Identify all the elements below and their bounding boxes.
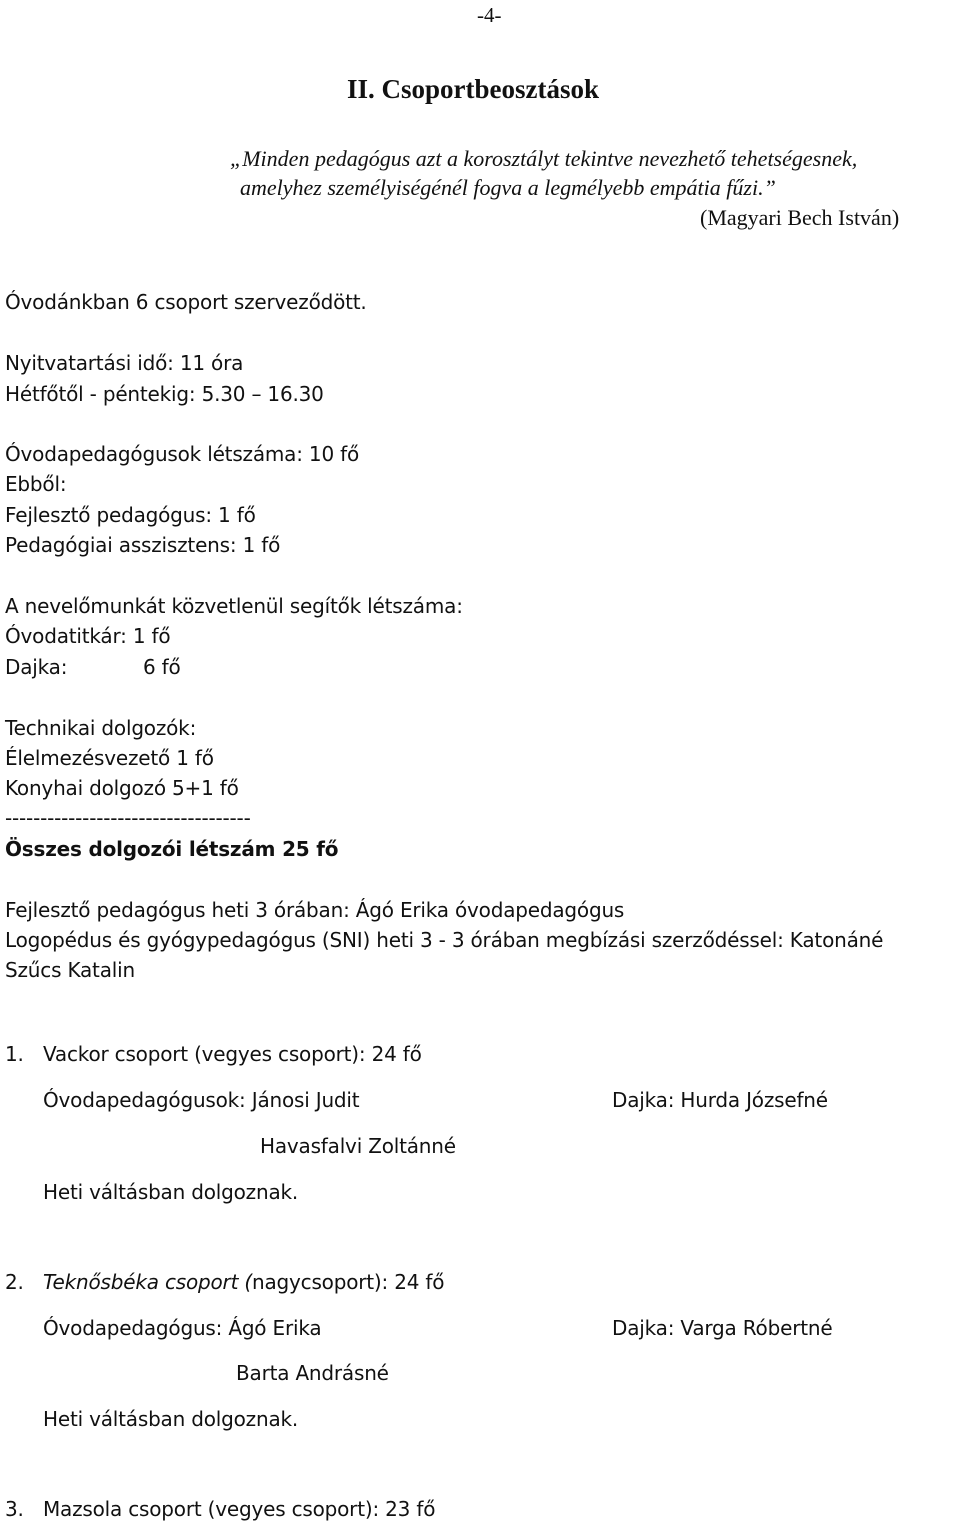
quote-author: (Magyari Bech István) xyxy=(700,205,900,230)
group-2-teacher-2: Barta Andrásné xyxy=(236,1361,389,1385)
teachers-assistant: Pedagógiai asszisztens: 1 fő xyxy=(5,533,281,557)
teachers-developer: Fejlesztő pedagógus: 1 fő xyxy=(5,503,256,527)
group-2-name-rest: nagycsoport): 24 fő xyxy=(251,1270,445,1294)
group-1-nanny: Dajka: Hurda Józsefné xyxy=(612,1088,828,1112)
group-2-teachers: Óvodapedagógus: Ágó Erika xyxy=(43,1316,322,1340)
technical-kitchen: Konyhai dolgozó 5+1 fő xyxy=(5,776,239,800)
teachers-of-which: Ebből: xyxy=(5,472,67,496)
specialist-line-3: Szűcs Katalin xyxy=(5,958,135,982)
group-2-name xyxy=(43,1269,444,1295)
group-3-number: 3. xyxy=(5,1497,24,1521)
opening-days: Hétfőtől - péntekig: 5.30 – 16.30 xyxy=(5,382,324,406)
teachers-count: Óvodapedagógusok létszáma: 10 fő xyxy=(5,442,360,466)
quote-line-1: „Minden pedagógus azt a korosztályt tekintve nevezhető tehetségesnek, xyxy=(230,146,858,171)
group-2-number: 2. xyxy=(5,1270,24,1294)
group-1-number: 1. xyxy=(5,1042,24,1066)
intro-text: Óvodánkban 6 csoport szerveződött. xyxy=(5,290,367,314)
helpers-nanny-value: 6 fő xyxy=(143,655,181,679)
group-2-shift: Heti váltásban dolgoznak. xyxy=(43,1407,299,1431)
specialist-line-1: Fejlesztő pedagógus heti 3 órában: Ágó Erika óvodapedagógus xyxy=(5,898,625,922)
group-1-teachers: Óvodapedagógusok: Jánosi Judit xyxy=(43,1088,360,1112)
specialist-line-2: Logopédus és gyógypedagógus (SNI) heti 3 - 3 órában megbízási szerződéssel: Katonáné xyxy=(5,928,884,952)
helpers-secretary: Óvodatitkár: 1 fő xyxy=(5,624,171,648)
group-3-name: Mazsola csoport (vegyes csoport): 23 fő xyxy=(43,1497,436,1521)
separator-line: ----------------------------------- xyxy=(5,806,251,830)
section-title: II. Csoportbeosztások xyxy=(347,74,600,104)
group-2-nanny: Dajka: Varga Róbertné xyxy=(612,1316,833,1340)
group-2-name-italic: Teknősbéka csoport ( xyxy=(43,1270,252,1294)
opening-hours: Nyitvatartási idő: 11 óra xyxy=(5,351,244,375)
group-1-teacher-2: Havasfalvi Zoltánné xyxy=(260,1134,456,1158)
group-1-name: Vackor csoport (vegyes csoport): 24 fő xyxy=(43,1042,422,1066)
technical-catering: Élelmezésvezető 1 fő xyxy=(5,746,214,770)
helpers-nanny-label: Dajka: xyxy=(5,655,68,679)
quote-line-2: amelyhez személyiségénél fogva a legmélyebb empátia fűzi.” xyxy=(240,175,776,200)
page-number: -4- xyxy=(477,3,502,27)
helpers-heading: A nevelőmunkát közvetlenül segítők létszáma: xyxy=(5,594,463,618)
technical-heading: Technikai dolgozók: xyxy=(5,716,197,740)
total-staff: Összes dolgozói létszám 25 fő xyxy=(5,837,339,861)
group-1-shift: Heti váltásban dolgoznak. xyxy=(43,1180,299,1204)
